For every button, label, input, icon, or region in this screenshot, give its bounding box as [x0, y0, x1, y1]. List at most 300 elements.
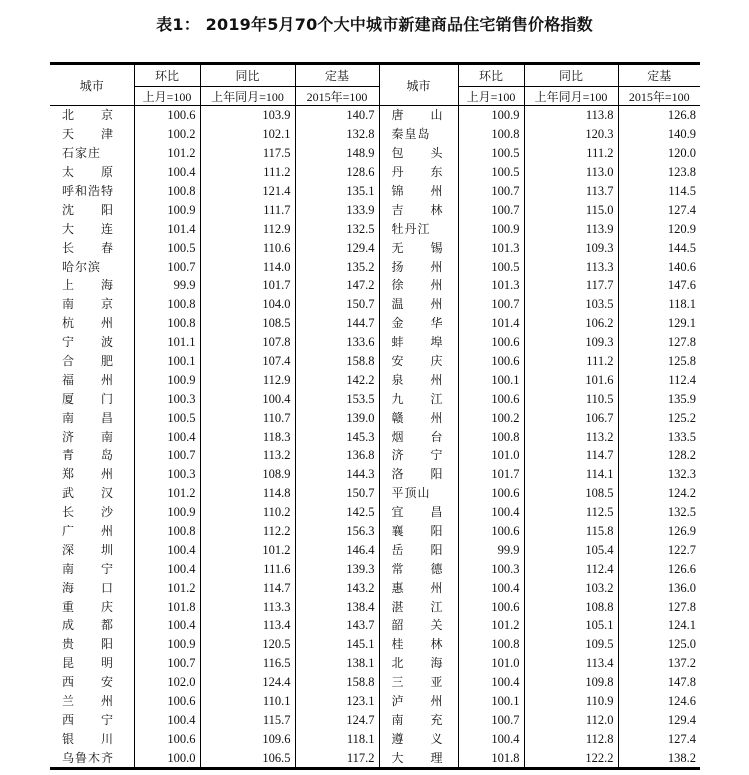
yoy-cell: 118.3 — [200, 427, 295, 446]
base-cell: 144.7 — [295, 314, 379, 333]
mom-cell: 101.7 — [458, 465, 524, 484]
yoy-cell: 106.5 — [200, 748, 295, 768]
mom-cell: 100.1 — [458, 370, 524, 389]
base-cell: 123.1 — [295, 692, 379, 711]
base-cell: 156.3 — [295, 522, 379, 541]
table-row — [50, 635, 700, 654]
base-cell: 120.9 — [618, 219, 700, 238]
city-cell: 安 庆 — [379, 352, 458, 371]
city-cell: 泸 州 — [379, 692, 458, 711]
city-cell: 西 安 — [62, 675, 115, 690]
base-cell: 142.5 — [295, 503, 379, 522]
table-row — [50, 578, 700, 597]
yoy-cell: 108.5 — [200, 314, 295, 333]
yoy-cell: 114.1 — [524, 465, 618, 484]
mom-cell: 100.4 — [458, 729, 524, 748]
yoy-cell: 110.1 — [200, 692, 295, 711]
mom-cell: 100.5 — [134, 408, 200, 427]
city-cell: 西 宁 — [62, 712, 115, 727]
city-cell: 宜 昌 — [379, 503, 458, 522]
city-cell: 牡丹江 — [379, 219, 458, 238]
city-cell: 北 海 — [379, 654, 458, 673]
mom-cell: 100.4 — [134, 711, 200, 730]
city-cell: 济 宁 — [379, 446, 458, 465]
yoy-cell: 111.2 — [524, 352, 618, 371]
mom-cell: 100.5 — [134, 238, 200, 257]
mom-cell: 100.5 — [458, 257, 524, 276]
city-cell: 哈尔滨 — [62, 259, 102, 274]
base-cell: 120.0 — [618, 144, 700, 163]
mom-cell: 100.5 — [458, 163, 524, 182]
city-cell: 湛 江 — [379, 597, 458, 616]
city-cell: 成 都 — [62, 618, 115, 633]
yoy-cell: 104.0 — [200, 295, 295, 314]
mom-cell: 100.4 — [134, 163, 200, 182]
yoy-cell: 102.1 — [200, 125, 295, 144]
table-row — [50, 370, 700, 389]
city-cell: 杭 州 — [62, 316, 115, 331]
city-cell: 扬 州 — [379, 257, 458, 276]
yoy-cell: 112.9 — [200, 219, 295, 238]
yoy-cell: 108.5 — [524, 484, 618, 503]
header-row-1 — [50, 64, 700, 87]
yoy-cell: 108.9 — [200, 465, 295, 484]
city-cell: 兰 州 — [62, 694, 115, 709]
mom-cell: 100.5 — [458, 144, 524, 163]
city-cell: 锦 州 — [379, 182, 458, 201]
city-cell: 常 德 — [379, 559, 458, 578]
base-cell: 143.2 — [295, 578, 379, 597]
city-cell: 宁 波 — [62, 335, 115, 350]
mom-cell: 100.7 — [134, 654, 200, 673]
mom-cell: 101.8 — [134, 597, 200, 616]
mom-cell: 100.2 — [458, 408, 524, 427]
mom-cell: 101.1 — [134, 333, 200, 352]
base-cell: 127.8 — [618, 333, 700, 352]
yoy-cell: 112.2 — [200, 522, 295, 541]
city-cell: 南 充 — [379, 711, 458, 730]
table-row — [50, 484, 700, 503]
mom-cell: 100.8 — [458, 427, 524, 446]
yoy-cell: 110.2 — [200, 503, 295, 522]
city-cell: 武 汉 — [62, 486, 115, 501]
yoy-cell: 101.7 — [200, 276, 295, 295]
table-row — [50, 238, 700, 257]
table-row — [50, 654, 700, 673]
city-cell: 广 州 — [62, 524, 115, 539]
base-cell: 133.9 — [295, 200, 379, 219]
mom-cell: 101.2 — [134, 578, 200, 597]
base-cell: 135.9 — [618, 389, 700, 408]
city-cell: 福 州 — [62, 372, 115, 387]
city-cell: 赣 州 — [379, 408, 458, 427]
yoy-cell: 120.3 — [524, 125, 618, 144]
base-cell: 135.2 — [295, 257, 379, 276]
mom-cell: 100.8 — [134, 314, 200, 333]
table-row — [50, 219, 700, 238]
base-cell: 122.7 — [618, 540, 700, 559]
header-city-left: 城市 — [50, 64, 134, 106]
base-cell: 129.4 — [618, 711, 700, 730]
mom-cell: 100.9 — [134, 370, 200, 389]
mom-cell: 100.3 — [134, 389, 200, 408]
city-cell: 合 肥 — [62, 354, 115, 369]
city-cell: 包 头 — [379, 144, 458, 163]
base-cell: 118.1 — [295, 729, 379, 748]
mom-cell: 100.9 — [458, 106, 524, 125]
base-cell: 138.2 — [618, 748, 700, 768]
mom-cell: 100.9 — [458, 219, 524, 238]
yoy-cell: 100.4 — [200, 389, 295, 408]
table-row — [50, 616, 700, 635]
base-cell: 139.0 — [295, 408, 379, 427]
base-cell: 112.4 — [618, 370, 700, 389]
base-cell: 133.6 — [295, 333, 379, 352]
base-cell: 147.6 — [618, 276, 700, 295]
mom-cell: 100.1 — [134, 352, 200, 371]
yoy-cell: 111.7 — [200, 200, 295, 219]
city-cell: 徐 州 — [379, 276, 458, 295]
mom-cell: 100.6 — [134, 729, 200, 748]
base-cell: 136.8 — [295, 446, 379, 465]
base-cell: 127.4 — [618, 729, 700, 748]
header-row-2 — [50, 87, 700, 106]
table-row — [50, 125, 700, 144]
base-cell: 125.8 — [618, 352, 700, 371]
yoy-cell: 109.3 — [524, 238, 618, 257]
city-cell: 济 南 — [62, 429, 115, 444]
base-cell: 142.2 — [295, 370, 379, 389]
yoy-cell: 116.5 — [200, 654, 295, 673]
mom-cell: 100.6 — [134, 106, 200, 125]
mom-cell: 101.0 — [458, 446, 524, 465]
mom-cell: 100.6 — [458, 597, 524, 616]
mom-cell: 100.7 — [458, 200, 524, 219]
yoy-cell: 124.4 — [200, 673, 295, 692]
table-title: 表1： 2019年5月70个大中城市新建商品住宅销售价格指数 — [156, 15, 593, 34]
mom-cell: 100.8 — [458, 125, 524, 144]
yoy-cell: 113.2 — [200, 446, 295, 465]
yoy-cell: 110.6 — [200, 238, 295, 257]
yoy-cell: 113.8 — [524, 106, 618, 125]
city-cell: 无 锡 — [379, 238, 458, 257]
city-cell: 泉 州 — [379, 370, 458, 389]
base-cell: 124.7 — [295, 711, 379, 730]
base-cell: 133.5 — [618, 427, 700, 446]
table-row — [50, 295, 700, 314]
city-cell: 丹 东 — [379, 163, 458, 182]
base-cell: 143.7 — [295, 616, 379, 635]
table-row — [50, 673, 700, 692]
city-cell: 太 原 — [62, 165, 115, 180]
header-mom-right: 环比 — [458, 64, 524, 87]
table-row — [50, 163, 700, 182]
mom-cell: 100.7 — [134, 446, 200, 465]
city-cell: 烟 台 — [379, 427, 458, 446]
base-cell: 138.4 — [295, 597, 379, 616]
table-row — [50, 408, 700, 427]
mom-cell: 101.3 — [458, 238, 524, 257]
mom-cell: 100.7 — [458, 182, 524, 201]
mom-cell: 100.4 — [134, 559, 200, 578]
mom-cell: 100.7 — [134, 257, 200, 276]
city-cell: 秦皇岛 — [379, 125, 458, 144]
base-cell: 128.2 — [618, 446, 700, 465]
table-row — [50, 540, 700, 559]
base-cell: 117.2 — [295, 748, 379, 768]
yoy-cell: 114.8 — [200, 484, 295, 503]
yoy-cell: 113.7 — [524, 182, 618, 201]
base-cell: 144.3 — [295, 465, 379, 484]
yoy-cell: 107.8 — [200, 333, 295, 352]
city-cell: 深 圳 — [62, 542, 115, 557]
yoy-cell: 110.9 — [524, 692, 618, 711]
city-cell: 襄 阳 — [379, 522, 458, 541]
mom-cell: 100.6 — [134, 692, 200, 711]
yoy-cell: 113.4 — [200, 616, 295, 635]
yoy-cell: 112.5 — [524, 503, 618, 522]
mom-cell: 99.9 — [134, 276, 200, 295]
table-row — [50, 522, 700, 541]
base-cell: 124.2 — [618, 484, 700, 503]
mom-cell: 100.3 — [134, 465, 200, 484]
mom-cell: 102.0 — [134, 673, 200, 692]
mom-cell: 100.6 — [458, 484, 524, 503]
city-cell: 贵 阳 — [62, 637, 115, 652]
base-cell: 145.1 — [295, 635, 379, 654]
table-row — [50, 352, 700, 371]
subheader-yoy-right: 上年同月=100 — [524, 87, 618, 106]
table-row — [50, 503, 700, 522]
yoy-cell: 105.1 — [524, 616, 618, 635]
base-cell: 158.8 — [295, 352, 379, 371]
yoy-cell: 106.2 — [524, 314, 618, 333]
base-cell: 145.3 — [295, 427, 379, 446]
table-body — [50, 106, 700, 769]
mom-cell: 100.6 — [458, 333, 524, 352]
table-row — [50, 597, 700, 616]
yoy-cell: 112.4 — [524, 559, 618, 578]
city-cell: 呼和浩特 — [62, 184, 115, 198]
city-cell: 平顶山 — [379, 484, 458, 503]
mom-cell: 101.2 — [458, 616, 524, 635]
mom-cell: 100.8 — [134, 522, 200, 541]
header-city-right: 城市 — [379, 64, 458, 106]
table-row — [50, 333, 700, 352]
yoy-cell: 112.8 — [524, 729, 618, 748]
mom-cell: 100.0 — [134, 748, 200, 768]
table-row — [50, 692, 700, 711]
city-cell: 青 岛 — [62, 448, 115, 463]
table-row — [50, 276, 700, 295]
yoy-cell: 115.0 — [524, 200, 618, 219]
base-cell: 138.1 — [295, 654, 379, 673]
base-cell: 135.1 — [295, 182, 379, 201]
city-cell: 三 亚 — [379, 673, 458, 692]
base-cell: 139.3 — [295, 559, 379, 578]
mom-cell: 100.4 — [458, 578, 524, 597]
yoy-cell: 114.7 — [200, 578, 295, 597]
table-row — [50, 427, 700, 446]
yoy-cell: 101.6 — [524, 370, 618, 389]
header-base-left: 定基 — [295, 64, 379, 87]
mom-cell: 100.4 — [134, 540, 200, 559]
mom-cell: 101.0 — [458, 654, 524, 673]
header-mom-left: 环比 — [134, 64, 200, 87]
yoy-cell: 120.5 — [200, 635, 295, 654]
city-cell: 九 江 — [379, 389, 458, 408]
yoy-cell: 117.7 — [524, 276, 618, 295]
subheader-base-right: 2015年=100 — [618, 87, 700, 106]
mom-cell: 100.2 — [134, 125, 200, 144]
city-cell: 乌鲁木齐 — [50, 748, 134, 768]
base-cell: 140.9 — [618, 125, 700, 144]
base-cell: 158.8 — [295, 673, 379, 692]
mom-cell: 100.4 — [458, 503, 524, 522]
mom-cell: 99.9 — [458, 540, 524, 559]
yoy-cell: 113.4 — [524, 654, 618, 673]
city-cell: 长 春 — [62, 240, 115, 255]
yoy-cell: 121.4 — [200, 182, 295, 201]
city-cell: 岳 阳 — [379, 540, 458, 559]
city-cell: 上 海 — [62, 278, 115, 293]
base-cell: 123.8 — [618, 163, 700, 182]
base-cell: 124.6 — [618, 692, 700, 711]
yoy-cell: 112.0 — [524, 711, 618, 730]
mom-cell: 101.2 — [134, 484, 200, 503]
yoy-cell: 108.8 — [524, 597, 618, 616]
city-cell: 大 理 — [379, 748, 458, 768]
yoy-cell: 122.2 — [524, 748, 618, 768]
header-base-right: 定基 — [618, 64, 700, 87]
yoy-cell: 114.7 — [524, 446, 618, 465]
city-cell: 惠 州 — [379, 578, 458, 597]
table-row — [50, 182, 700, 201]
city-cell: 昆 明 — [62, 656, 115, 671]
yoy-cell: 110.5 — [524, 389, 618, 408]
city-cell: 金 华 — [379, 314, 458, 333]
base-cell: 127.4 — [618, 200, 700, 219]
mom-cell: 101.4 — [134, 219, 200, 238]
city-cell: 韶 关 — [379, 616, 458, 635]
city-cell: 洛 阳 — [379, 465, 458, 484]
price-index-table — [50, 62, 700, 770]
base-cell: 125.0 — [618, 635, 700, 654]
city-cell: 天 津 — [62, 127, 115, 142]
base-cell: 129.1 — [618, 314, 700, 333]
table-row — [50, 106, 700, 125]
base-cell: 132.8 — [295, 125, 379, 144]
header-yoy-left: 同比 — [200, 64, 295, 87]
city-cell: 沈 阳 — [62, 202, 115, 217]
mom-cell: 100.7 — [458, 711, 524, 730]
yoy-cell: 113.3 — [200, 597, 295, 616]
base-cell: 150.7 — [295, 295, 379, 314]
city-cell: 石家庄 — [62, 146, 102, 161]
city-cell: 北 京 — [62, 108, 115, 123]
table-row — [50, 465, 700, 484]
base-cell: 140.6 — [618, 257, 700, 276]
base-cell: 124.1 — [618, 616, 700, 635]
mom-cell: 101.3 — [458, 276, 524, 295]
base-cell: 126.9 — [618, 522, 700, 541]
yoy-cell: 106.7 — [524, 408, 618, 427]
base-cell: 136.0 — [618, 578, 700, 597]
yoy-cell: 113.0 — [524, 163, 618, 182]
yoy-cell: 105.4 — [524, 540, 618, 559]
base-cell: 118.1 — [618, 295, 700, 314]
base-cell: 132.5 — [618, 503, 700, 522]
yoy-cell: 112.9 — [200, 370, 295, 389]
yoy-cell: 109.8 — [524, 673, 618, 692]
yoy-cell: 111.6 — [200, 559, 295, 578]
yoy-cell: 107.4 — [200, 352, 295, 371]
yoy-cell: 103.2 — [524, 578, 618, 597]
city-cell: 南 昌 — [62, 410, 115, 425]
mom-cell: 100.4 — [134, 427, 200, 446]
table-row — [50, 389, 700, 408]
yoy-cell: 110.7 — [200, 408, 295, 427]
city-cell: 吉 林 — [379, 200, 458, 219]
base-cell: 114.5 — [618, 182, 700, 201]
city-cell: 温 州 — [379, 295, 458, 314]
base-cell: 126.6 — [618, 559, 700, 578]
yoy-cell: 111.2 — [200, 163, 295, 182]
mom-cell: 100.8 — [134, 295, 200, 314]
base-cell: 132.3 — [618, 465, 700, 484]
mom-cell: 100.7 — [458, 295, 524, 314]
table-row — [50, 559, 700, 578]
city-cell: 海 口 — [62, 580, 115, 595]
city-cell: 长 沙 — [62, 505, 115, 520]
mom-cell: 100.8 — [134, 182, 200, 201]
yoy-cell: 103.5 — [524, 295, 618, 314]
table-row — [50, 729, 700, 748]
yoy-cell: 115.8 — [524, 522, 618, 541]
mom-cell: 100.9 — [134, 200, 200, 219]
table-row — [50, 314, 700, 333]
mom-cell: 100.8 — [458, 635, 524, 654]
mom-cell: 100.4 — [134, 616, 200, 635]
subheader-mom-right: 上月=100 — [458, 87, 524, 106]
base-cell: 132.5 — [295, 219, 379, 238]
table-row — [50, 257, 700, 276]
city-cell: 银 川 — [62, 731, 115, 746]
base-cell: 140.7 — [295, 106, 379, 125]
mom-cell: 100.1 — [458, 692, 524, 711]
table-row — [50, 446, 700, 465]
table-row — [50, 748, 700, 768]
base-cell: 127.8 — [618, 597, 700, 616]
city-cell: 蚌 埠 — [379, 333, 458, 352]
mom-cell: 100.9 — [134, 635, 200, 654]
base-cell: 147.2 — [295, 276, 379, 295]
mom-cell: 100.9 — [134, 503, 200, 522]
yoy-cell: 109.6 — [200, 729, 295, 748]
mom-cell: 100.4 — [458, 673, 524, 692]
yoy-cell: 101.2 — [200, 540, 295, 559]
city-cell: 厦 门 — [62, 391, 115, 406]
yoy-cell: 117.5 — [200, 144, 295, 163]
yoy-cell: 115.7 — [200, 711, 295, 730]
yoy-cell: 109.3 — [524, 333, 618, 352]
mom-cell: 101.4 — [458, 314, 524, 333]
base-cell: 147.8 — [618, 673, 700, 692]
base-cell: 148.9 — [295, 144, 379, 163]
city-cell: 南 宁 — [62, 561, 115, 576]
mom-cell: 101.8 — [458, 748, 524, 768]
yoy-cell: 113.9 — [524, 219, 618, 238]
